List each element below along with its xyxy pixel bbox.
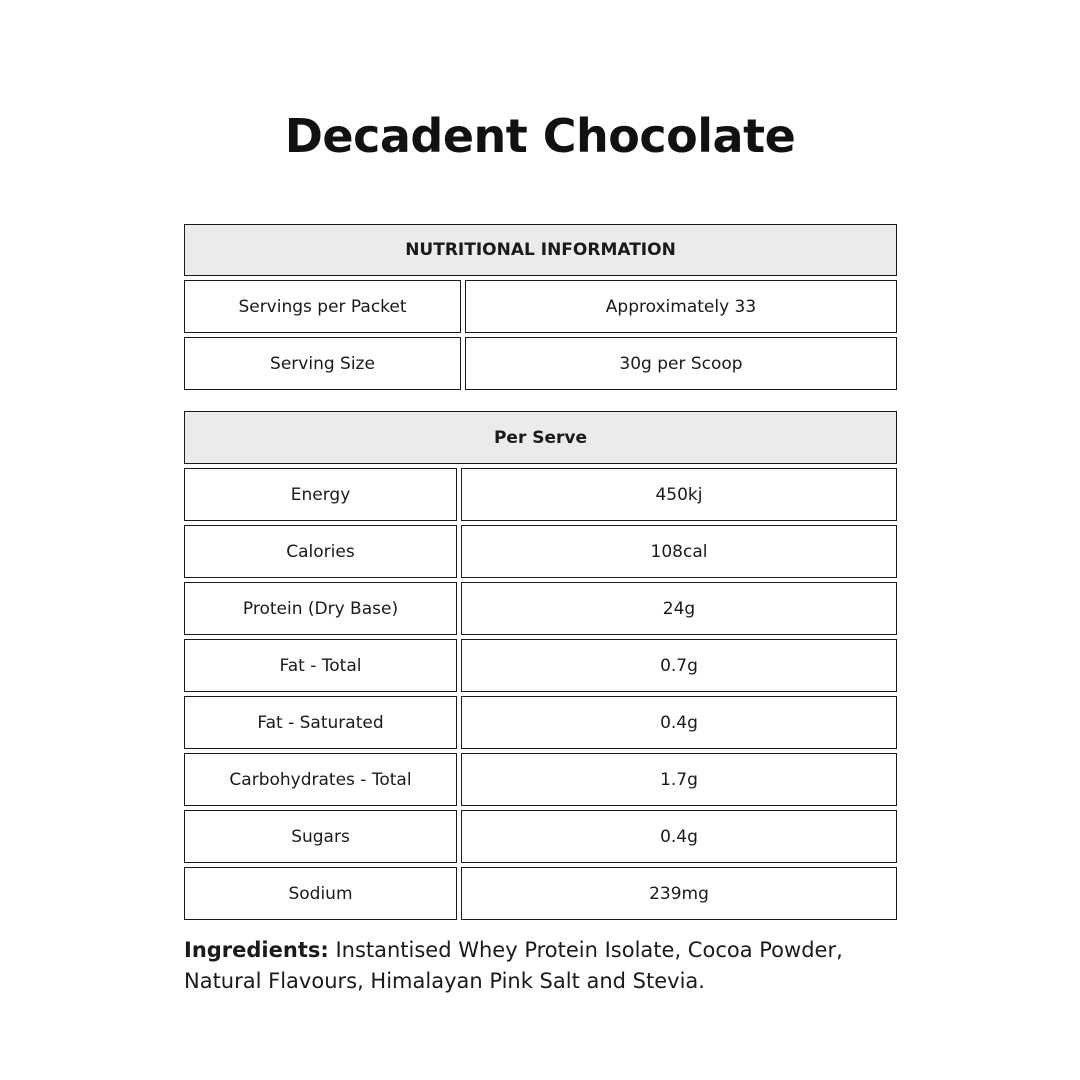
page-title: Decadent Chocolate xyxy=(284,109,796,163)
info-label-servings: Servings per Packet xyxy=(184,280,461,333)
info-label-serving-size: Serving Size xyxy=(184,337,461,390)
ingredients-text: Instantised Whey Protein Isolate, Cocoa Powder, Natural Flavours, Himalayan Pink Salt and Stevia. xyxy=(184,938,843,993)
serve-label-fat-saturated: Fat - Saturated xyxy=(184,696,457,749)
ingredients-label: Ingredients: xyxy=(184,938,329,962)
serve-value-sugars: 0.4g xyxy=(461,810,897,863)
ingredients-paragraph xyxy=(184,935,904,997)
serve-label-calories: Calories xyxy=(184,525,457,578)
serve-label-energy: Energy xyxy=(184,468,457,521)
info-value-servings: Approximately 33 xyxy=(465,280,897,333)
serve-label-fat-total: Fat - Total xyxy=(184,639,457,692)
serve-label-sodium: Sodium xyxy=(184,867,457,920)
serve-value-protein: 24g xyxy=(461,582,897,635)
serve-value-fat-saturated: 0.4g xyxy=(461,696,897,749)
serve-value-calories: 108cal xyxy=(461,525,897,578)
info-value-serving-size: 30g per Scoop xyxy=(465,337,897,390)
serve-value-energy: 450kj xyxy=(461,468,897,521)
serve-label-carbohydrates: Carbohydrates - Total xyxy=(184,753,457,806)
serve-label-protein: Protein (Dry Base) xyxy=(184,582,457,635)
serve-value-fat-total: 0.7g xyxy=(461,639,897,692)
serve-value-sodium: 239mg xyxy=(461,867,897,920)
nutritional-information-header: NUTRITIONAL INFORMATION xyxy=(184,224,897,276)
serve-value-carbohydrates: 1.7g xyxy=(461,753,897,806)
per-serve-header: Per Serve xyxy=(184,411,897,464)
serve-label-sugars: Sugars xyxy=(184,810,457,863)
